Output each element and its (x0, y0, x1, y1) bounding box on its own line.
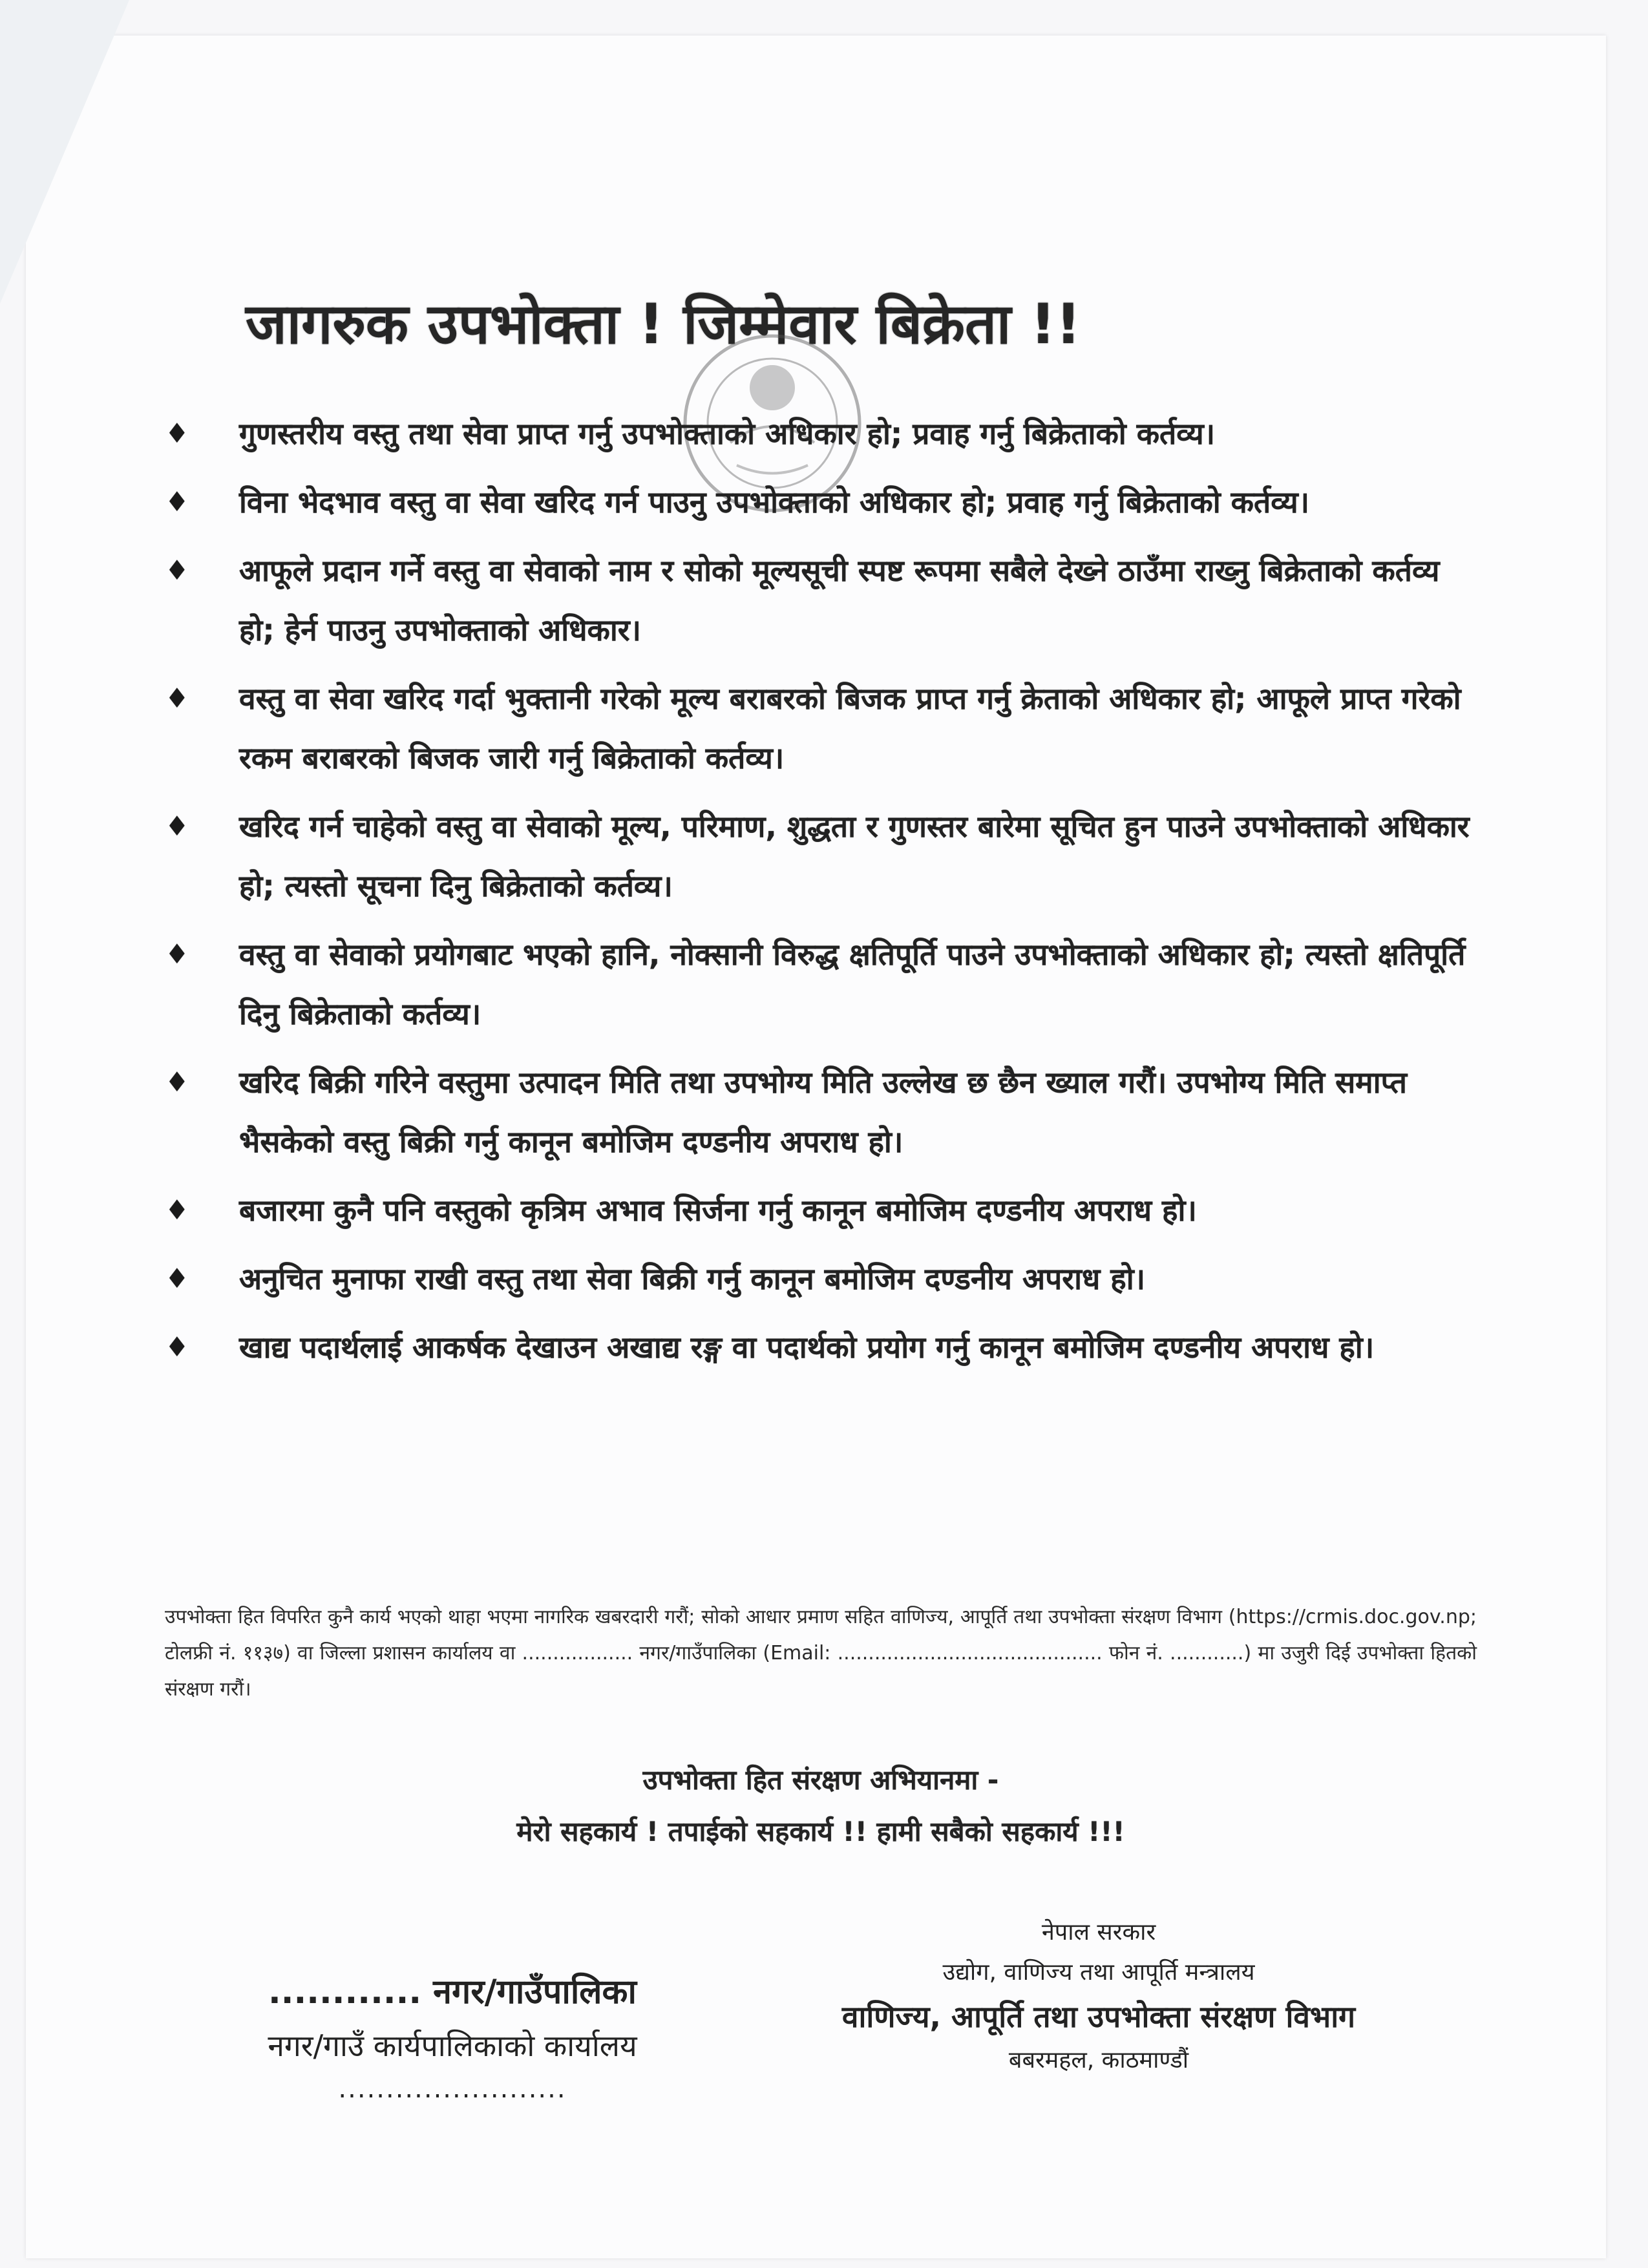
list-item-text: खरिद बिक्री गरिने वस्तुमा उत्पादन मिति तथा उपभोग्य मिति उल्लेख छ छैन ख्याल गरौं। उपभोग्य मिति समाप्त भैसकेको वस्तु बिक्री गर्नु कानून बमोजिम दण्डनीय अपराध हो। (239, 1065, 1407, 1159)
diamond-bullet-icon: ♦ (165, 938, 189, 970)
diamond-bullet-icon: ♦ (165, 1331, 189, 1363)
department-name: वाणिज्य, आपूर्ति तथा उपभोक्ता संरक्षण विभाग (841, 1999, 1356, 2034)
page-title: जागरुक उपभोक्ता ! जिम्मेवार बिक्रेता !! (246, 292, 1081, 357)
list-item-text: खरिद गर्न चाहेको वस्तु वा सेवाको मूल्य, परिमाण, शुद्धता र गुणस्तर बारेमा सूचित हुन पाउने उपभोक्ताको अधिकार हो; त्यस्तो सूचना दिनु बिक्रेताको कर्तव्य। (239, 809, 1470, 903)
list-item (165, 925, 1483, 1044)
list-item-text: आफूले प्रदान गर्ने वस्तु वा सेवाको नाम र सोको मूल्यसूची स्पष्ट रूपमा सबैले देख्ने ठाउँमा राख्नु बिक्रेताको कर्तव्य हो; हेर्न पाउनु उपभोक्ताको अधिकार। (239, 553, 1440, 647)
diamond-bullet-icon: ♦ (165, 486, 189, 518)
municipality-office: नगर/गाउँ कार्यपालिकाको कार्यालय (268, 2028, 637, 2063)
campaign-line-2: मेरो सहकार्य ! तपाईको सहकार्य !! हामी सबैको सहकार्य !!! (516, 1816, 1125, 1847)
list-item (165, 669, 1483, 788)
list-item (165, 472, 1483, 532)
list-item (165, 797, 1483, 916)
rights-duties-list (165, 404, 1483, 1386)
list-item-text: वस्तु वा सेवा खरिद गर्दा भुक्तानी गरेको मूल्य बराबरको बिजक प्राप्त गर्नु क्रेताको अधिकार हो; आफूले प्राप्त गरेको रकम बराबरको बिजक जारी गर्नु बिक्रेताको कर्तव्य। (239, 681, 1461, 775)
complaint-notice: उपभोक्ता हित विपरित कुनै कार्य भएको थाहा भएमा नागरिक खबरदारी गरौं; सोको आधार प्रमाण सहित वाणिज्य, आपूर्ति तथा उपभोक्ता संरक्षण विभाग (https://crmis.doc.gov.np; टोलफ्री नं. ११३७) वा जिल्ला प्रशासन कार्यालय वा .................. नगर/गाउँपालिका (Email: ........................................... फोन नं. ............) मा उजुरी दिई उपभोक्ता हितको संरक्षण गरौं। (165, 1606, 1477, 1701)
list-item-text: वस्तु वा सेवाको प्रयोगबाट भएको हानि, नोक्सानी विरुद्ध क्षतिपूर्ति पाउने उपभोक्ताको अधिकार हो; त्यस्तो क्षतिपूर्ति दिनु बिक्रेताको कर्तव्य। (239, 937, 1466, 1031)
diamond-bullet-icon: ♦ (165, 1263, 189, 1294)
list-item-text: खाद्य पदार्थलाई आकर्षक देखाउन अखाद्य रङ्ग वा पदार्थको प्रयोग गर्नु कानून बमोजिम दण्डनीय अपराध हो। (239, 1330, 1375, 1365)
list-item (165, 1318, 1483, 1377)
list-item-text: गुणस्तरीय वस्तु तथा सेवा प्राप्त गर्नु उपभोक्ताको अधिकार हो; प्रवाह गर्नु बिक्रेताको कर्तव्य। (239, 416, 1216, 451)
government-name: नेपाल सरकार (1041, 1919, 1156, 1946)
list-item (165, 404, 1483, 463)
list-item (165, 1181, 1483, 1240)
diamond-bullet-icon: ♦ (165, 1194, 189, 1226)
list-item-text: विना भेदभाव वस्तु वा सेवा खरिद गर्न पाउनु उपभोक्ताको अधिकार हो; प्रवाह गर्नु बिक्रेताको कर्तव्य। (239, 485, 1310, 520)
ministry-name: उद्योग, वाणिज्य तथा आपूर्ति मन्त्रालय (942, 1959, 1255, 1986)
list-item-text: बजारमा कुनै पनि वस्तुको कृत्रिम अभाव सिर्जना गर्नु कानून बमोजिम दण्डनीय अपराध हो। (239, 1193, 1197, 1228)
campaign-slogan (165, 1754, 1477, 1858)
list-item-text: अनुचित मुनाफा राखी वस्तु तथा सेवा बिक्री गर्नु कानून बमोजिम दण्डनीय अपराध हो। (239, 1261, 1146, 1296)
diamond-bullet-icon: ♦ (165, 554, 189, 586)
municipality-name: ............ नगर/गाउँपालिका (268, 1973, 637, 2011)
department-address: बबरमहल, काठमाण्डौं (1008, 2047, 1189, 2074)
list-item (165, 1053, 1483, 1171)
campaign-line-1: उपभोक्ता हित संरक्षण अभियानमा - (642, 1764, 999, 1796)
municipality-signature-block (174, 1964, 730, 2106)
folded-corner (0, 0, 129, 304)
diamond-bullet-icon: ♦ (165, 1066, 189, 1098)
diamond-bullet-icon: ♦ (165, 810, 189, 842)
list-item (165, 1249, 1483, 1308)
diamond-bullet-icon: ♦ (165, 417, 189, 449)
government-signature-block (743, 1913, 1454, 2081)
list-item (165, 541, 1483, 660)
diamond-bullet-icon: ♦ (165, 682, 189, 714)
municipality-blank-line: ........................ (338, 2074, 567, 2104)
